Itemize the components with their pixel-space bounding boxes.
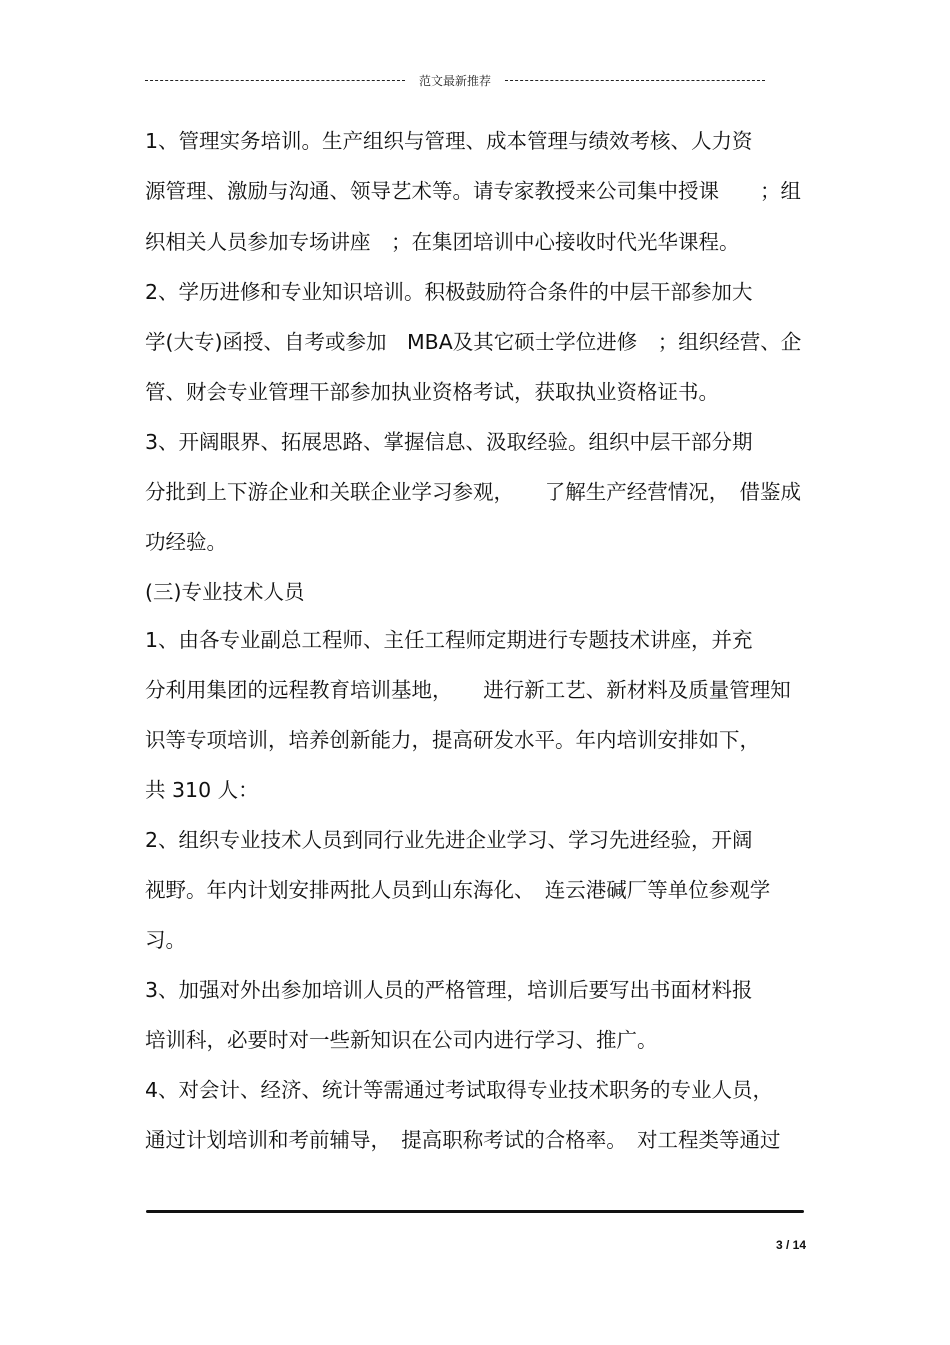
body-line: 3、加强对外出参加培训人员的严格管理，培训后要写出书面材料报 [145, 978, 753, 1002]
section-heading: (三)专业技术人员 [145, 580, 305, 604]
footer-rule [146, 1210, 804, 1213]
body-line: 通过计划培训和考前辅导， 提高职称考试的合格率。 对工程类等通过 [145, 1128, 781, 1152]
body-line: 学(大专)函授、自考或参加 MBA及其它硕士学位进修 ；组织经营、企 [145, 330, 802, 354]
body-line: 习。 [145, 928, 186, 952]
body-line: 3、开阔眼界、拓展思路、掌握信息、汲取经验。组织中层干部分期 [145, 430, 753, 454]
body-line: 识等专项培训，培养创新能力，提高研发水平。年内培训安排如下， [145, 728, 760, 752]
body-line: 1、管理实务培训。生产组织与管理、成本管理与绩效考核、人力资 [145, 129, 753, 153]
body-line: 分利用集团的远程教育培训基地， 进行新工艺、新材料及质量管理知 [145, 678, 791, 702]
body-line: 分批到上下游企业和关联企业学习参观， 了解生产经营情况， 借鉴成 [145, 480, 801, 504]
header-dash-right [505, 80, 765, 81]
page-header [145, 70, 765, 90]
body-line: 视野。年内计划安排两批人员到山东海化、 连云港碱厂等单位参观学 [145, 878, 771, 902]
body-line: 1、由各专业副总工程师、主任工程师定期进行专题技术讲座，并充 [145, 628, 753, 652]
body-line: 管、财会专业管理干部参加执业资格考试，获取执业资格证书。 [145, 380, 719, 404]
page-number: 3 / 14 [775, 1238, 806, 1252]
body-line: 共 310 人： [145, 778, 259, 802]
body-line: 2、学历进修和专业知识培训。积极鼓励符合条件的中层干部参加大 [145, 280, 753, 304]
body-line: 织相关人员参加专场讲座 ；在集团培训中心接收时代光华课程。 [145, 230, 740, 254]
body-line: 2、组织专业技术人员到同行业先进企业学习、学习先进经验，开阔 [145, 828, 753, 852]
header-dash-left [145, 80, 405, 81]
body-line: 培训科，必要时对一些新知识在公司内进行学习、推广。 [145, 1028, 658, 1052]
body-line: 源管理、激励与沟通、领导艺术等。请专家教授来公司集中授课 ；组 [145, 179, 801, 203]
body-line: 功经验。 [145, 530, 227, 554]
body-line: 4、对会计、经济、统计等需通过考试取得专业技术职务的专业人员， [145, 1078, 774, 1102]
header-title: 范文最新推荐 [419, 73, 492, 88]
